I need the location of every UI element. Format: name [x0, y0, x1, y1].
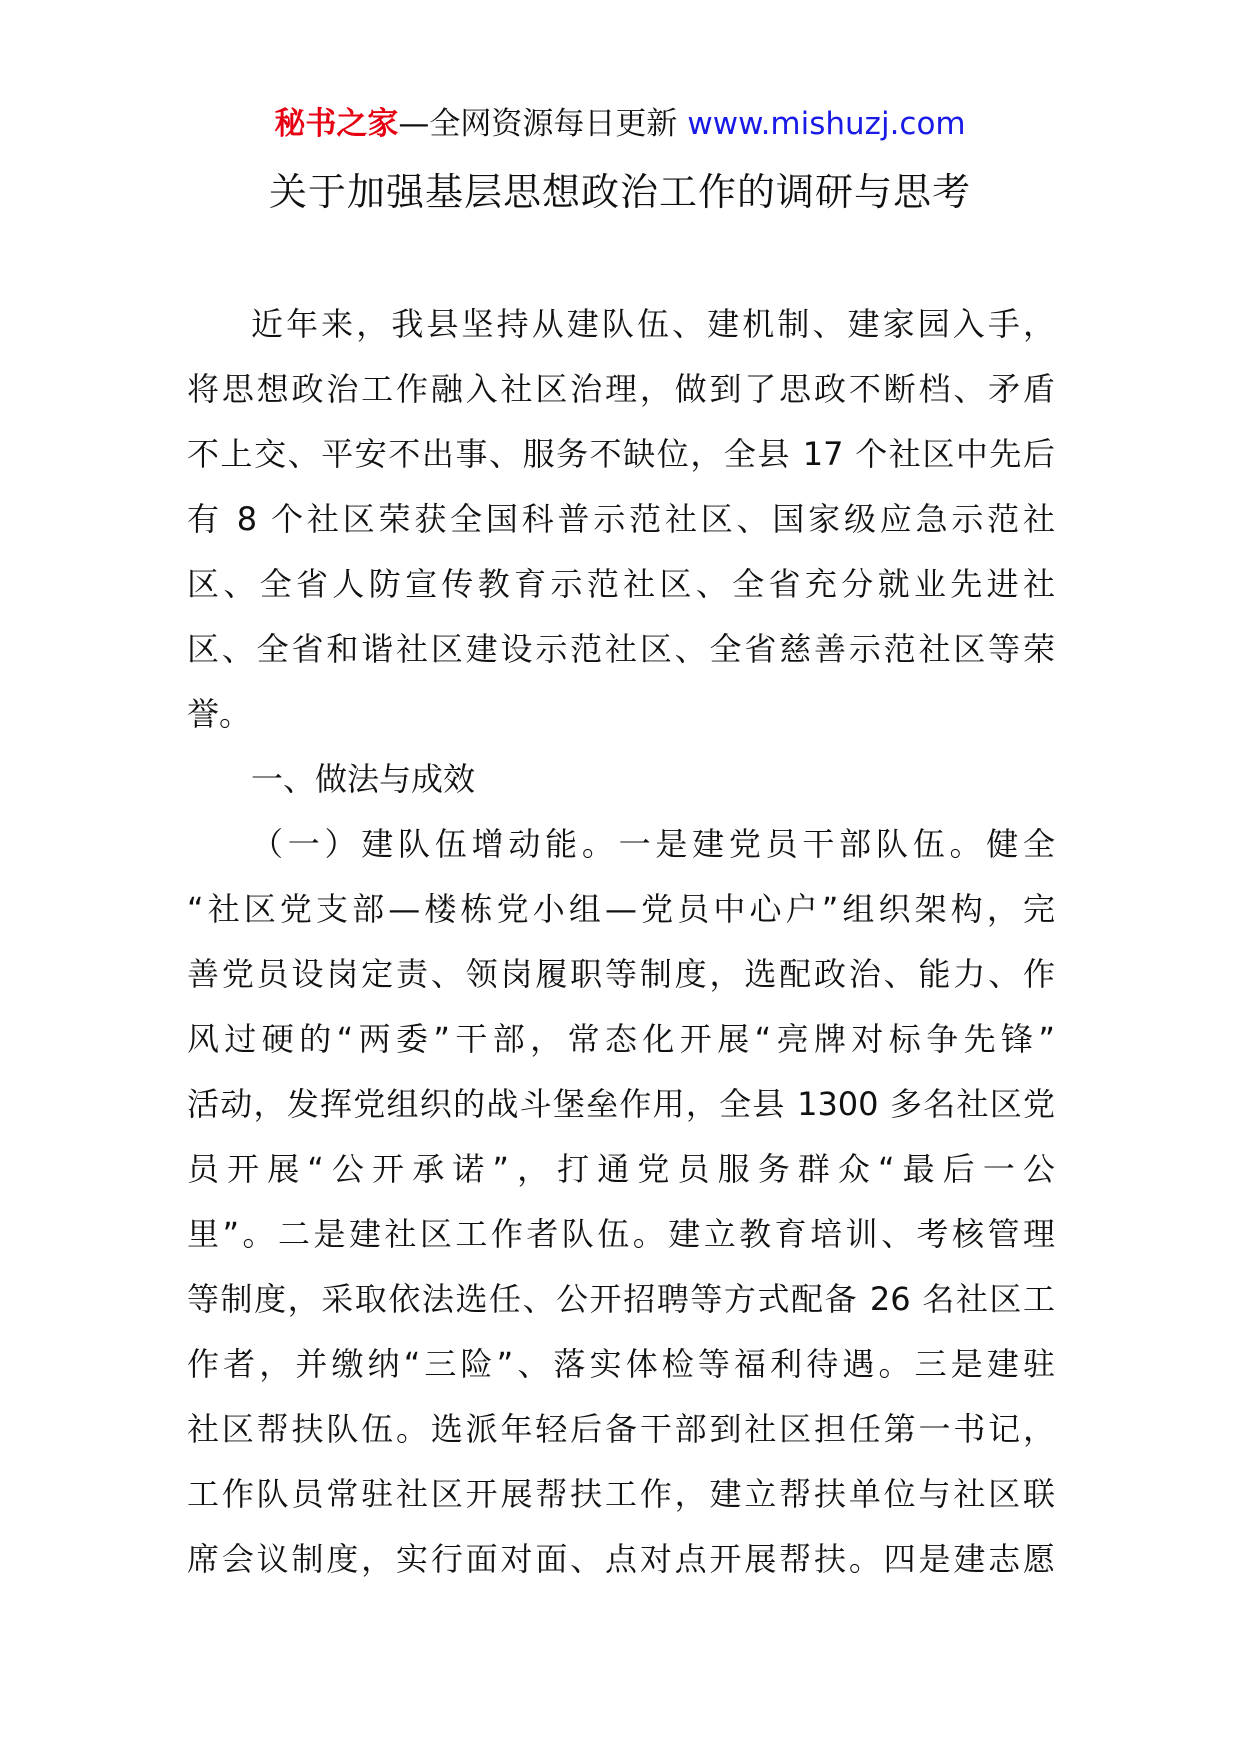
paragraph-line: 近年来，我县坚持从建队伍、建机制、建家园入手， — [251, 305, 1055, 343]
document-body — [187, 292, 1055, 1592]
paragraph-line: 誉。 — [187, 695, 252, 733]
paragraph-line: 里”。二是建社区工作者队伍。建立教育培训、考核管理 — [187, 1215, 1055, 1253]
paragraph-line: 有 8 个社区荣获全国科普示范社区、国家级应急示范社 — [187, 500, 1055, 538]
paragraph-line: （一）建队伍增动能。一是建党员干部队伍。健全 — [251, 825, 1055, 863]
brand-name: 秘书之家 — [274, 106, 399, 142]
document-title: 关于加强基层思想政治工作的调研与思考 — [268, 170, 971, 214]
site-url[interactable]: www.mishuzj.com — [687, 106, 966, 142]
paragraph-line: 将思想政治工作融入社区治理，做到了思政不断档、矛盾 — [187, 370, 1055, 408]
section-heading: 一、做法与成效 — [251, 760, 476, 798]
paragraph-line: 活动，发挥党组织的战斗堡垒作用，全县 1300 多名社区党 — [187, 1085, 1055, 1123]
paragraph-line: 席会议制度，实行面对面、点对点开展帮扶。四是建志愿 — [187, 1540, 1055, 1578]
paragraph-line: 善党员设岗定责、领岗履职等制度，选配政治、能力、作 — [187, 955, 1055, 993]
paragraph-line: 区、全省人防宣传教育示范社区、全省充分就业先进社 — [187, 565, 1055, 603]
paragraph-line: 风过硬的“两委”干部，常态化开展“亮牌对标争先锋” — [187, 1020, 1055, 1058]
paragraph-line: 不上交、平安不出事、服务不缺位，全县 17 个社区中先后 — [187, 435, 1055, 473]
header-slogan: —全网资源每日更新 — [398, 106, 678, 142]
paragraph-line: 社区帮扶队伍。选派年轻后备干部到社区担任第一书记， — [187, 1410, 1055, 1448]
paragraph-line: 等制度，采取依法选任、公开招聘等方式配备 26 名社区工 — [187, 1280, 1055, 1318]
site-header — [0, 102, 1240, 146]
paragraph-line: 区、全省和谐社区建设示范社区、全省慈善示范社区等荣 — [187, 630, 1055, 668]
paragraph-line: 工作队员常驻社区开展帮扶工作，建立帮扶单位与社区联 — [187, 1475, 1055, 1513]
paragraph-line: 员开展“公开承诺”，打通党员服务群众“最后一公 — [187, 1150, 1055, 1188]
paragraph-line: 作者，并缴纳“三险”、落实体检等福利待遇。三是建驻 — [187, 1345, 1055, 1383]
paragraph-line: “社区党支部—楼栋党小组—党员中心户”组织架构，完 — [187, 890, 1055, 928]
